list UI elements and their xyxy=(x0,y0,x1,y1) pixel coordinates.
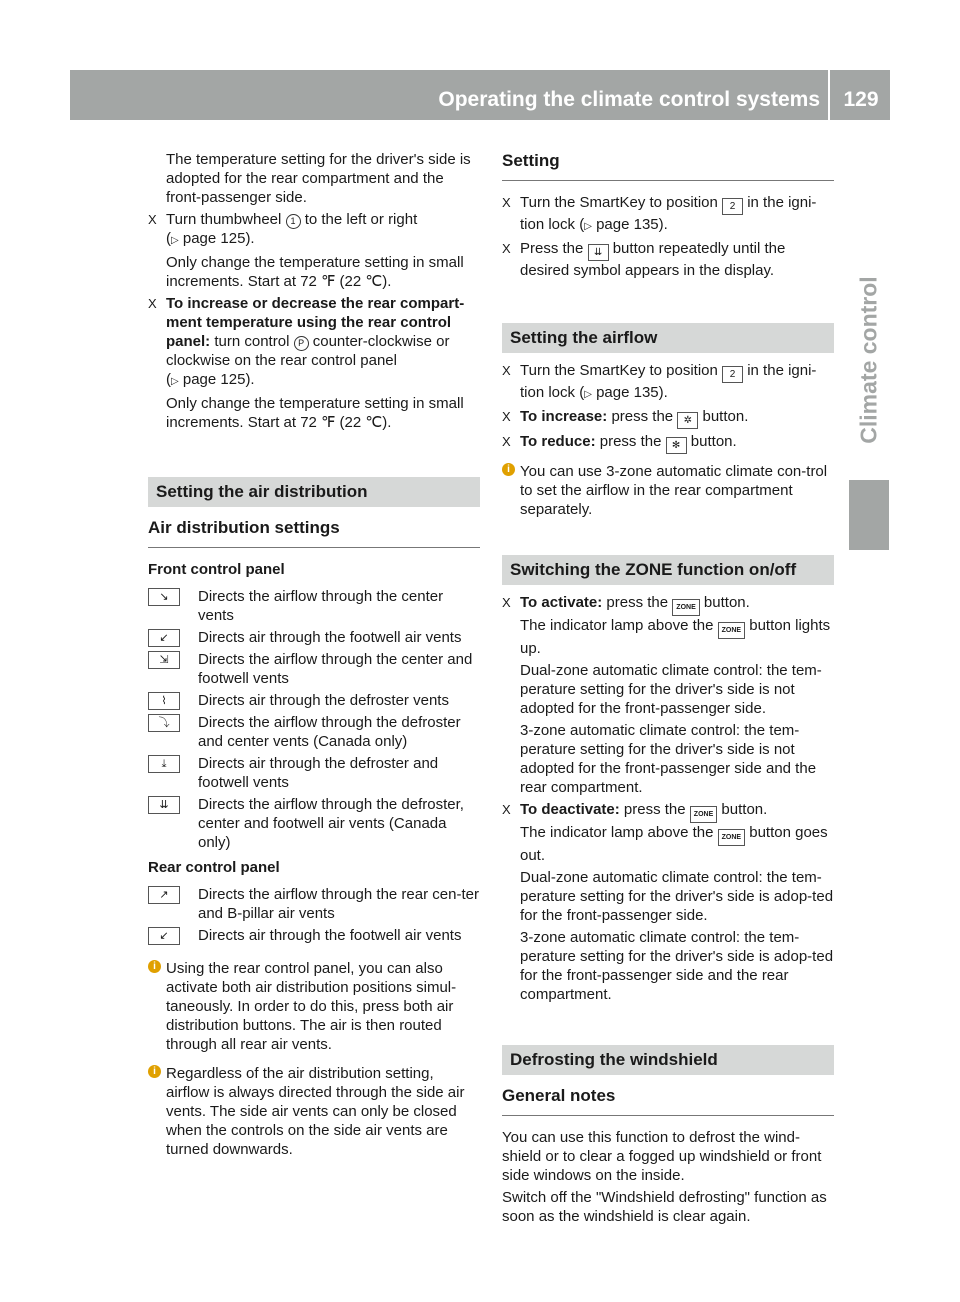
page-ref-icon: ▷ xyxy=(171,235,179,246)
info-note: i Regardless of the air distribution setting, airflow is always directed through the side air vents. The side air vents can only be closed when the controls on the side air vents are turned downwards. xyxy=(148,1064,480,1159)
air-distribution-item xyxy=(148,885,480,923)
step-arrow-icon: X xyxy=(502,595,511,610)
position-2-icon: 2 xyxy=(722,198,743,215)
page-reference[interactable]: page 135). xyxy=(596,384,668,401)
zone-icon: ZONE xyxy=(718,829,745,846)
subsection-heading: Setting xyxy=(502,150,834,181)
air-distribution-description: Directs air through the footwell air vents xyxy=(198,629,462,646)
page-number: 129 xyxy=(843,88,879,111)
air-distribution-description: Directs the airflow through the center vents xyxy=(198,588,444,624)
paragraph: Only change the temperature setting in small increments. Start at 72 ℉ (22 ℃). xyxy=(166,395,464,431)
air-distribution-icon: ⤵ xyxy=(148,714,180,732)
instruction-step: X To activate: press the ZONE button. The indicator lamp above the ZONE button lights up. xyxy=(502,594,831,657)
zone-icon: ZONE xyxy=(690,806,717,823)
page-header xyxy=(70,70,890,120)
air-distribution-icon: ⇲ xyxy=(148,651,180,669)
page-ref-icon: ▷ xyxy=(584,221,592,232)
info-icon: i xyxy=(148,960,161,973)
header-divider xyxy=(828,70,830,120)
instruction-step: X Turn the SmartKey to position 2 in the igni-tion lock (▷ page 135). xyxy=(502,362,817,401)
step-arrow-icon: X xyxy=(502,363,511,378)
side-tab-label: Climate control xyxy=(855,276,882,444)
info-icon: i xyxy=(502,463,515,476)
air-distribution-icon: ↘ xyxy=(148,588,180,606)
air-distribution-icon: ⇊ xyxy=(148,796,180,814)
panel-label: Rear control panel xyxy=(148,859,280,876)
air-distribution-description: Directs air through the footwell air vents xyxy=(198,927,462,944)
paragraph: 3-zone automatic climate control: the tem-perature setting for the driver's side is not adopted for the front-passenger side and the rear compartment. xyxy=(520,722,817,796)
paragraph: Dual-zone automatic climate control: the tem-perature setting for the driver's side is adop-ted for the front-passenger side. xyxy=(520,869,834,924)
page-ref-icon: ▷ xyxy=(584,389,592,400)
step-arrow-icon: X xyxy=(148,212,157,227)
info-icon: i xyxy=(148,1065,161,1078)
header-title: Operating the climate control systems xyxy=(438,88,820,111)
page-reference[interactable]: page 135). xyxy=(596,216,668,233)
air-distribution-item xyxy=(148,691,480,710)
section-heading: Setting the airflow xyxy=(502,323,834,353)
position-2-icon: 2 xyxy=(722,366,743,383)
air-distribution-description: Directs the airflow through the rear cen-ter and B-pillar air vents xyxy=(198,886,479,922)
callout-number: 1 xyxy=(286,214,301,229)
air-distribution-item xyxy=(148,713,480,751)
instruction-step: X To deactivate: press the ZONE button. The indicator lamp above the ZONE button goes out. xyxy=(502,801,828,864)
air-distribution-item xyxy=(148,628,480,647)
paragraph: You can use this function to defrost the wind-shield or to clear a fogged up windshield or front side windows on the inside. xyxy=(502,1129,822,1184)
left-column xyxy=(148,150,480,1159)
subsection-heading: General notes xyxy=(502,1085,834,1116)
instruction-step: X Turn thumbwheel 1 to the left or right (▷ page 125). xyxy=(148,211,418,247)
air-distribution-item xyxy=(148,754,480,792)
air-distribution-item xyxy=(148,926,480,945)
air-distribution-description: Directs air through the defroster and footwell vents xyxy=(198,755,439,791)
fan-increase-icon: ✲ xyxy=(677,412,698,429)
air-distribution-icon: ⇊ xyxy=(588,244,609,261)
air-distribution-item xyxy=(148,650,480,688)
zone-icon: ZONE xyxy=(672,599,699,616)
air-distribution-item xyxy=(148,587,480,625)
right-column xyxy=(502,150,834,1229)
page-reference[interactable]: page 125). xyxy=(182,371,255,388)
air-distribution-icon: ↙ xyxy=(148,629,180,647)
instruction-step: X Press the ⇊ button repeatedly until the desired symbol appears in the display. xyxy=(502,240,786,279)
panel-label: Front control panel xyxy=(148,561,285,578)
front-panel-list xyxy=(148,587,480,852)
step-arrow-icon: X xyxy=(502,409,511,424)
paragraph: Only change the temperature setting in small increments. Start at 72 ℉ (22 ℃). xyxy=(166,254,464,290)
paragraph: The temperature setting for the driver's side is adopted for the rear compartment and the front-passenger side. xyxy=(166,151,471,206)
zone-icon: ZONE xyxy=(718,622,745,639)
side-tab-marker xyxy=(849,480,889,550)
section-heading: Setting the air distribution xyxy=(148,477,480,507)
step-arrow-icon: X xyxy=(502,241,511,256)
step-arrow-icon: X xyxy=(502,802,511,817)
info-note: i You can use 3-zone automatic climate con-trol to set the airflow in the rear compartment separately. xyxy=(502,462,834,519)
page-reference[interactable]: page 125). xyxy=(182,230,255,247)
air-distribution-icon: ⤓ xyxy=(148,755,180,773)
subsection-heading: Air distribution settings xyxy=(148,517,480,548)
instruction-step: X To reduce: press the ✻ button. xyxy=(502,432,834,454)
page-ref-icon: ▷ xyxy=(171,376,179,387)
air-distribution-description: Directs air through the defroster vents xyxy=(198,692,449,709)
section-heading: Switching the ZONE function on/off xyxy=(502,555,834,585)
step-arrow-icon: X xyxy=(502,434,511,449)
rear-panel-list xyxy=(148,885,480,945)
step-arrow-icon: X xyxy=(148,296,157,311)
air-distribution-icon: ↙ xyxy=(148,927,180,945)
air-distribution-description: Directs the airflow through the center and footwell vents xyxy=(198,651,473,687)
instruction-step: X Turn the SmartKey to position 2 in the igni-tion lock (▷ page 135). xyxy=(502,194,817,233)
fan-decrease-icon: ✻ xyxy=(666,437,687,454)
callout-number: P xyxy=(294,336,309,351)
air-distribution-icon: ⌇ xyxy=(148,692,180,710)
section-heading: Defrosting the windshield xyxy=(502,1045,834,1075)
air-distribution-icon: ↗ xyxy=(148,886,180,904)
instruction-step: X To increase: press the ✲ button. xyxy=(502,407,834,429)
side-tab xyxy=(849,270,889,450)
instruction-step: X To increase or decrease the rear compart-ment temperature using the rear control panel: turn control P counter-clockwise or clockwise on the rear control panel (▷ page 125). xyxy=(148,295,465,388)
step-arrow-icon: X xyxy=(502,195,511,210)
paragraph: Switch off the "Windshield defrosting" function as soon as the windshield is clear again. xyxy=(502,1189,827,1225)
air-distribution-item xyxy=(148,795,480,852)
air-distribution-description: Directs the airflow through the defroster and center vents (Canada only) xyxy=(198,714,461,750)
paragraph: 3-zone automatic climate control: the tem-perature setting for the driver's side is adop-ted for the front-passenger side and the rear compartment. xyxy=(520,929,834,1003)
info-note: i Using the rear control panel, you can also activate both air distribution positions simul-taneously. In order to do this, press both air distribution buttons. The air is then routed through all rear air vents. xyxy=(148,959,480,1054)
paragraph: Dual-zone automatic climate control: the tem-perature setting for the driver's side is not adopted for the front-passenger side. xyxy=(520,662,822,717)
air-distribution-description: Directs the airflow through the defroster, center and footwell air vents (Canada only) xyxy=(198,796,464,851)
